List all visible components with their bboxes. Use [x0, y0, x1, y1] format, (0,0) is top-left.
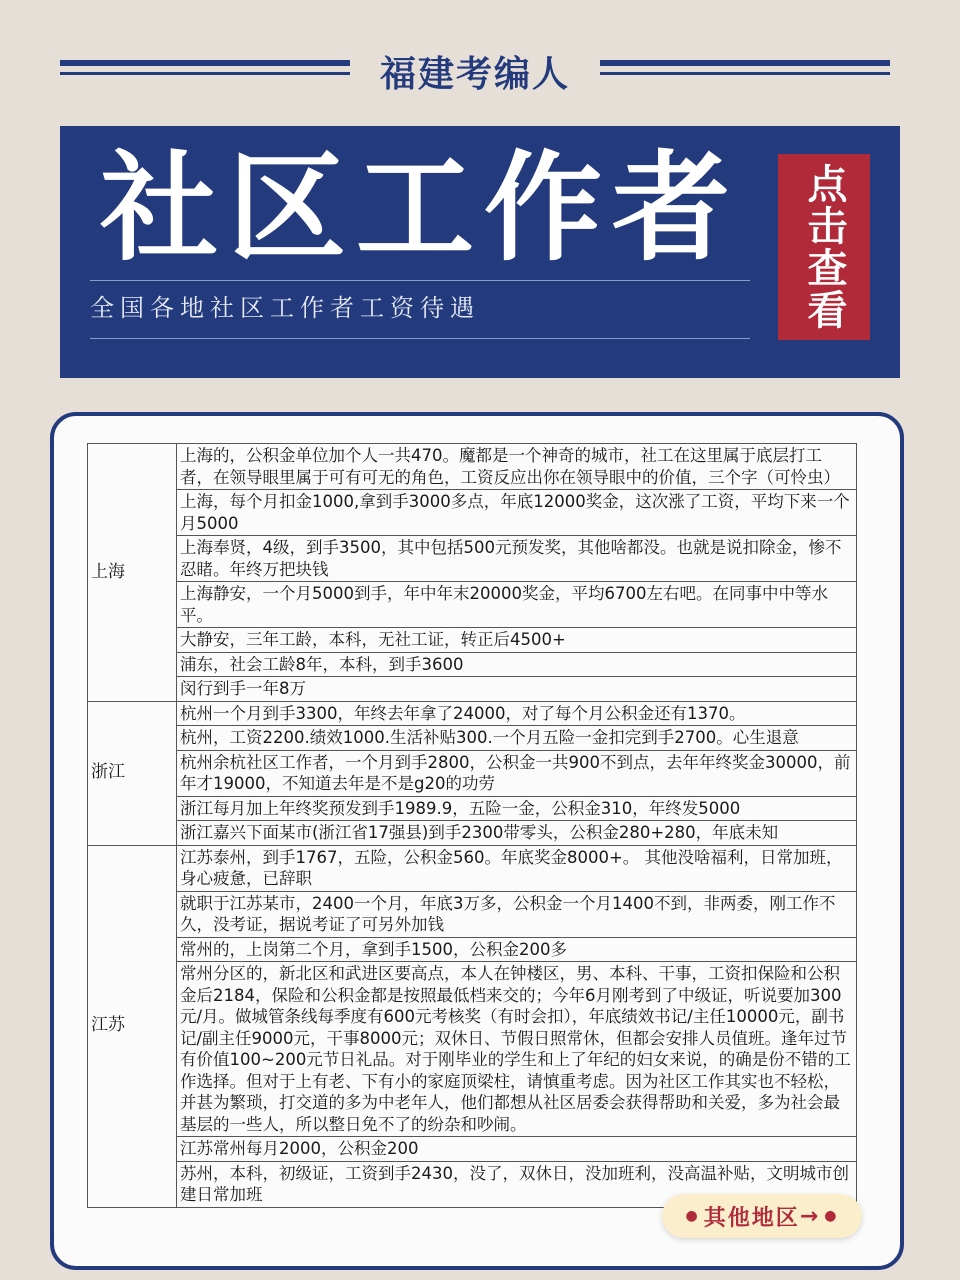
- region-cell: 江苏: [88, 845, 177, 1207]
- salary-entry-cell: 江苏泰州，到手1767，五险，公积金560。年底奖金8000+。 其他没啥福利，日常加班，身心疲惫，已辞职: [177, 845, 857, 891]
- brand-header: [60, 40, 890, 100]
- hero-banner: [60, 126, 900, 378]
- hero-divider-top: [90, 280, 750, 281]
- table-row: [88, 845, 857, 891]
- salary-entry-cell: 苏州，本科，初级证，工资到手2430，没了，双休日，没加班利，没高温补贴，文明城市创建日常加班: [177, 1161, 857, 1207]
- hero-divider-bottom: [90, 338, 750, 339]
- salary-entry-cell: 杭州余杭社区工作者，一个月到手2800，公积金一共900不到点，去年年终奖金30000，前年才19000，不知道去年是不是g20的功劳: [177, 750, 857, 796]
- bullet-dot-icon: ●: [824, 1208, 839, 1224]
- table-row: [88, 796, 857, 821]
- table-row: [88, 628, 857, 653]
- table-row: [88, 891, 857, 937]
- salary-sheet: [87, 443, 857, 1208]
- other-regions-label: 其他地区: [703, 1205, 800, 1231]
- region-cell: 浙江: [88, 701, 177, 845]
- salary-entry-cell: 上海，每个月扣金1000,拿到手3000多点，年底12000奖金，这次涨了工资，平均下来一个月5000: [177, 490, 857, 536]
- table-row: [88, 962, 857, 1137]
- salary-entry-cell: 杭州一个月到手3300，年终去年拿了24000，对了每个月公积金还有1370。: [177, 701, 857, 726]
- table-row: [88, 677, 857, 702]
- salary-entry-cell: 上海的，公积金单位加个人一共470。魔都是一个神奇的城市，社工在这里属于底层打工者，在领导眼里属于可有可无的角色，工资反应出你在领导眼中的价值，三个字（可怜虫）: [177, 444, 857, 490]
- region-cell: 上海: [88, 444, 177, 702]
- salary-entry-cell: 浦东，社会工龄8年，本科，到手3600: [177, 652, 857, 677]
- salary-entry-cell: 上海静安，一个月5000到手，年中年末20000奖金，平均6700左右吧。在同事中中等水平。: [177, 582, 857, 628]
- table-row: [88, 1137, 857, 1162]
- salary-entry-cell: 就职于江苏某市，2400一个月，年底3万多，公积金一个月1400不到，非两委，刚工作不久，没考证，据说考证了可另外加钱: [177, 891, 857, 937]
- table-row: [88, 750, 857, 796]
- table-row: [88, 536, 857, 582]
- table-row: [88, 937, 857, 962]
- hero-title: 社区工作者: [100, 138, 741, 277]
- table-row: [88, 444, 857, 490]
- other-regions-button[interactable]: [662, 1194, 862, 1238]
- hero-subtitle: 全国各地社区工作者工资待遇: [90, 294, 480, 322]
- view-details-button[interactable]: [778, 154, 870, 340]
- salary-entry-cell: 江苏常州每月2000，公积金200: [177, 1137, 857, 1162]
- salary-table: [87, 443, 857, 1208]
- table-row: [88, 726, 857, 751]
- salary-entry-cell: 上海奉贤，4级，到手3500，其中包括500元预发奖，其他啥都没。也就是说扣除金，惨不忍睹。年终万把块钱: [177, 536, 857, 582]
- table-row: [88, 582, 857, 628]
- salary-entry-cell: 杭州，工资2200.绩效1000.生活补贴300.一个月五险一金扣完到手2700。心生退意: [177, 726, 857, 751]
- salary-entry-cell: 常州的，上岗第二个月，拿到手1500，公积金200多: [177, 937, 857, 962]
- table-row: [88, 652, 857, 677]
- salary-entry-cell: 常州分区的，新北区和武进区要高点，本人在钟楼区，男、本科、干事，工资扣保险和公积金后2184，保险和公积金都是按照最低档来交的；今年6月刚考到了中级证，听说要加300元/月。做城管条线每季度有600元考核奖（有时会扣），年底绩效书记/主任10000元，副书记/副主任9000元，干事8000元；双休日、节假日照常休，但都会安排人员值班。逢年过节有价值100~200元节日礼品。对于刚毕业的学生和上了年纪的妇女来说，的确是份不错的工作选择。但对于上有老、下有小的家庭顶梁柱，请慎重考虑。因为社区工作其实也不轻松，并甚为繁琐，打交道的多为中老年人，他们都想从社区居委会获得帮助和关爱，多为社会最基层的一些人，所以整日免不了的纷杂和吵闹。: [177, 962, 857, 1137]
- bullet-dot-icon: ●: [685, 1208, 700, 1224]
- salary-entry-cell: 浙江嘉兴下面某市(浙江省17强县)到手2300带零头，公积金280+280，年底未知: [177, 821, 857, 846]
- salary-entry-cell: 浙江每月加上年终奖预发到手1989.9，五险一金，公积金310，年终发5000: [177, 796, 857, 821]
- salary-entry-cell: 闵行到手一年8万: [177, 677, 857, 702]
- arrow-right-icon: →: [799, 1203, 821, 1229]
- table-row: [88, 490, 857, 536]
- brand-title: 福建考编人: [379, 53, 570, 95]
- salary-entry-cell: 大静安，三年工龄，本科，无社工证，转正后4500+: [177, 628, 857, 653]
- brand-divider-left: [60, 56, 350, 84]
- brand-divider-right: [600, 56, 890, 84]
- view-details-label: 点击查看: [801, 163, 848, 331]
- table-row: [88, 701, 857, 726]
- content-card: [50, 412, 904, 1270]
- table-row: [88, 821, 857, 846]
